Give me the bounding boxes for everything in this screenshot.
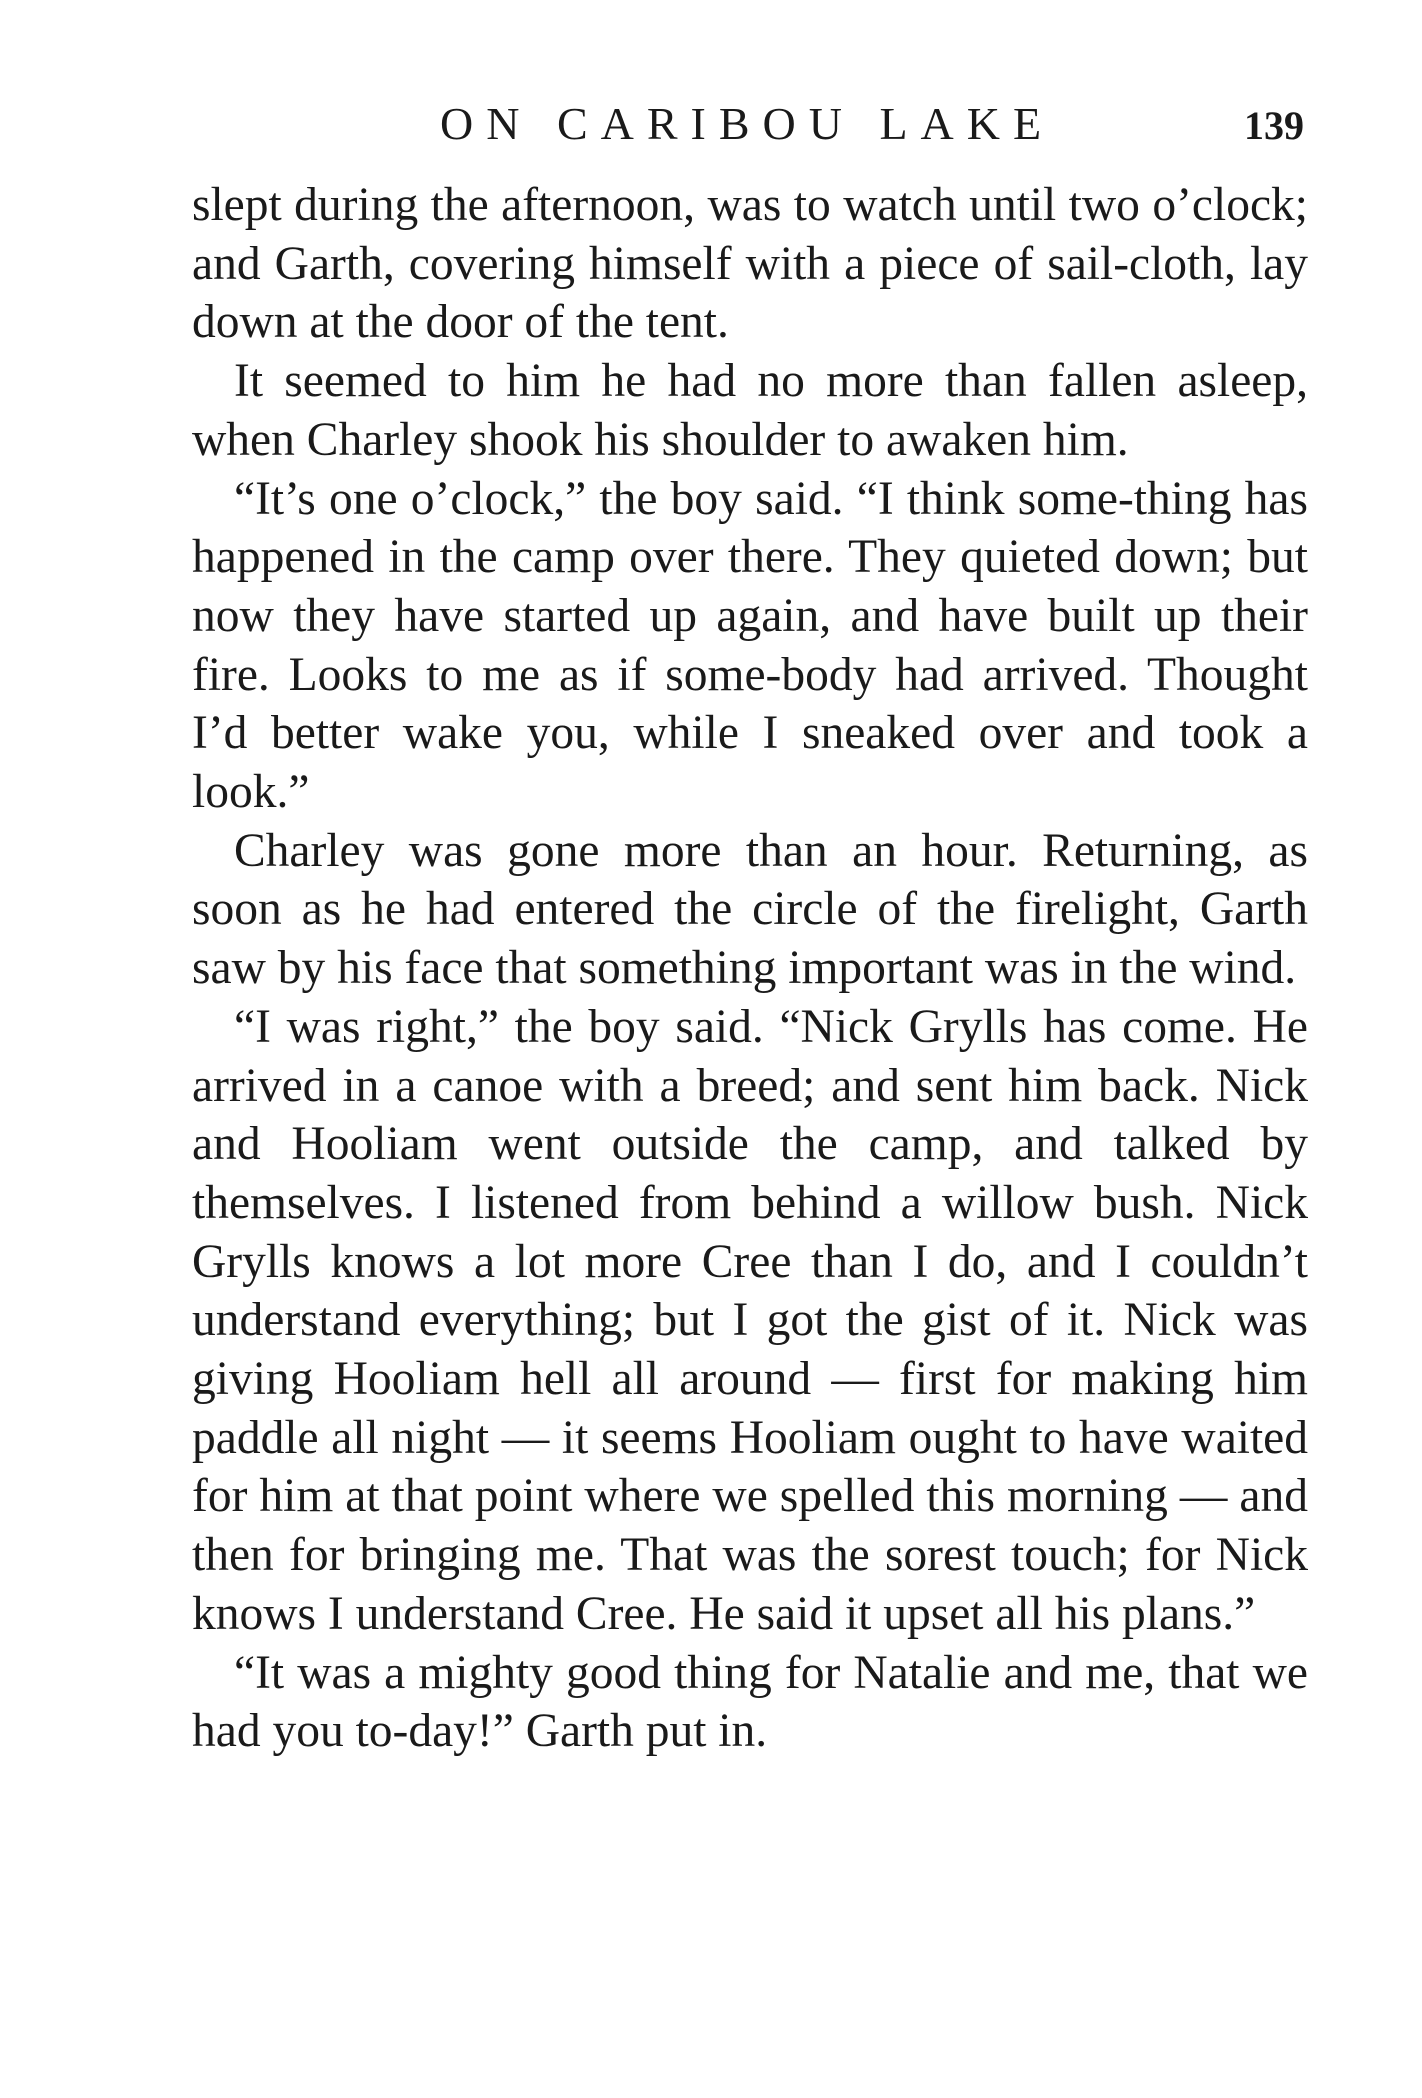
page-number: 139: [1244, 103, 1304, 148]
paragraph: “It’s one o’clock,” the boy said. “I think some-thing has happened in the camp over there. They quieted down; but now they have started up again, and have built up their fire. Looks to me as if some-body had arrived. Thought I’d better wake you, while I sneaked over and took a look.”: [192, 472, 1308, 819]
body-text: [192, 176, 1308, 1761]
paragraph: Charley was gone more than an hour. Returning, as soon as he had entered the circle of the firelight, Garth saw by his face that something important was in the wind.: [192, 824, 1308, 995]
running-title: ON CARIBOU LAKE: [440, 98, 1055, 149]
paragraph: “It was a mighty good thing for Natalie and me, that we had you to-day!” Garth put in.: [192, 1646, 1308, 1758]
running-head: [192, 96, 1312, 152]
paragraph: It seemed to him he had no more than fallen asleep, when Charley shook his shoulder to awaken him.: [192, 355, 1308, 466]
paragraph: “I was right,” the boy said. “Nick Grylls has come. He arrived in a canoe with a breed; and sent him back. Nick and Hooliam went outside the camp, and talked by themselves. I listened from behind a willow bush. Nick Grylls knows a lot more Cree than I do, and I couldn’t understand everything; but I got the gist of it. Nick was giving Hooliam hell all around — first for making him paddle all night — it seems Hooliam ought to have waited for him at that point where we spelled this morning — and then for bringing me. That was the sorest touch; for Nick knows I understand Cree. He said it upset all his plans.”: [192, 1000, 1308, 1640]
paragraph-continuation: slept during the afternoon, was to watch until two o’clock; and Garth, covering himself with a piece of sail-cloth, lay down at the door of the tent.: [192, 179, 1308, 349]
